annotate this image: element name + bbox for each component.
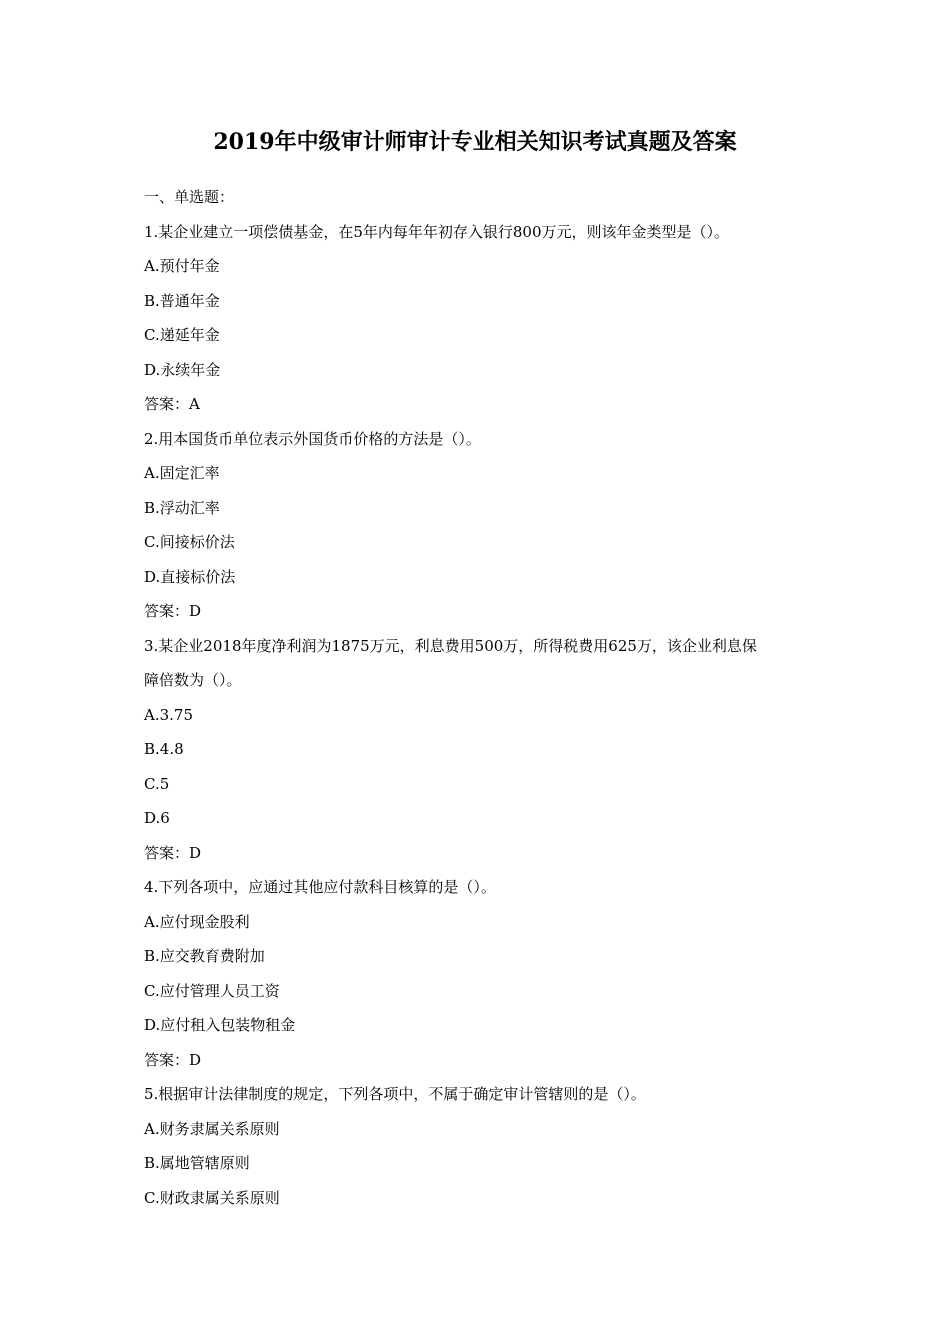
question-2 xyxy=(144,422,824,629)
answer: 答案：D xyxy=(144,602,202,620)
question-5 xyxy=(144,1077,824,1215)
question-text: 1.某企业建立一项偿债基金，在5年内每年年初存入银行800万元，则该年金类型是（）。 xyxy=(144,222,729,241)
option-d: D.应付租入包装物租金 xyxy=(144,1016,296,1034)
option-a: A.3.75 xyxy=(144,705,193,724)
question-text: 4.下列各项中，应通过其他应付款科目核算的是（）。 xyxy=(144,878,496,896)
option-c: C.5 xyxy=(144,774,170,793)
question-text: 2.用本国货币单位表示外国货币价格的方法是（）。 xyxy=(144,429,481,448)
option-a: A.预付年金 xyxy=(144,257,220,275)
option-c: C.递延年金 xyxy=(144,326,220,344)
option-c: C.财政隶属关系原则 xyxy=(144,1188,280,1207)
question-1 xyxy=(144,215,824,422)
page-title: 2019年中级审计师审计专业相关知识考试真题及答案 xyxy=(213,129,737,155)
question-text: 5.根据审计法律制度的规定，下列各项中，不属于确定审计管辖则的是（）。 xyxy=(144,1085,646,1103)
option-c: C.应付管理人员工资 xyxy=(144,981,280,1000)
option-a: A.固定汇率 xyxy=(144,464,220,482)
section-heading: 一、单选题： xyxy=(144,188,235,206)
option-a: A.应付现金股利 xyxy=(144,912,250,931)
option-b: B.普通年金 xyxy=(144,291,220,310)
option-b: B.浮动汇率 xyxy=(144,498,220,517)
document-body xyxy=(144,180,824,1215)
answer: 答案：A xyxy=(144,395,200,413)
option-d: D.6 xyxy=(144,809,170,827)
option-d: D.永续年金 xyxy=(144,360,221,379)
option-c: C.间接标价法 xyxy=(144,533,235,551)
question-text-line-1: 3.某企业2018年度净利润为1875万元，利息费用500万，所得税费用625万，该企业利息保 xyxy=(144,636,757,655)
option-b: B.属地管辖原则 xyxy=(144,1154,250,1172)
question-3 xyxy=(144,629,824,871)
option-b: B.4.8 xyxy=(144,740,184,758)
answer: 答案：D xyxy=(144,1050,202,1069)
answer: 答案：D xyxy=(144,843,202,862)
option-b: B.应交教育费附加 xyxy=(144,947,265,965)
question-text-line-2: 障倍数为（）。 xyxy=(144,671,242,689)
question-4 xyxy=(144,870,824,1077)
option-d: D.直接标价法 xyxy=(144,567,236,586)
option-a: A.财务隶属关系原则 xyxy=(144,1119,280,1138)
